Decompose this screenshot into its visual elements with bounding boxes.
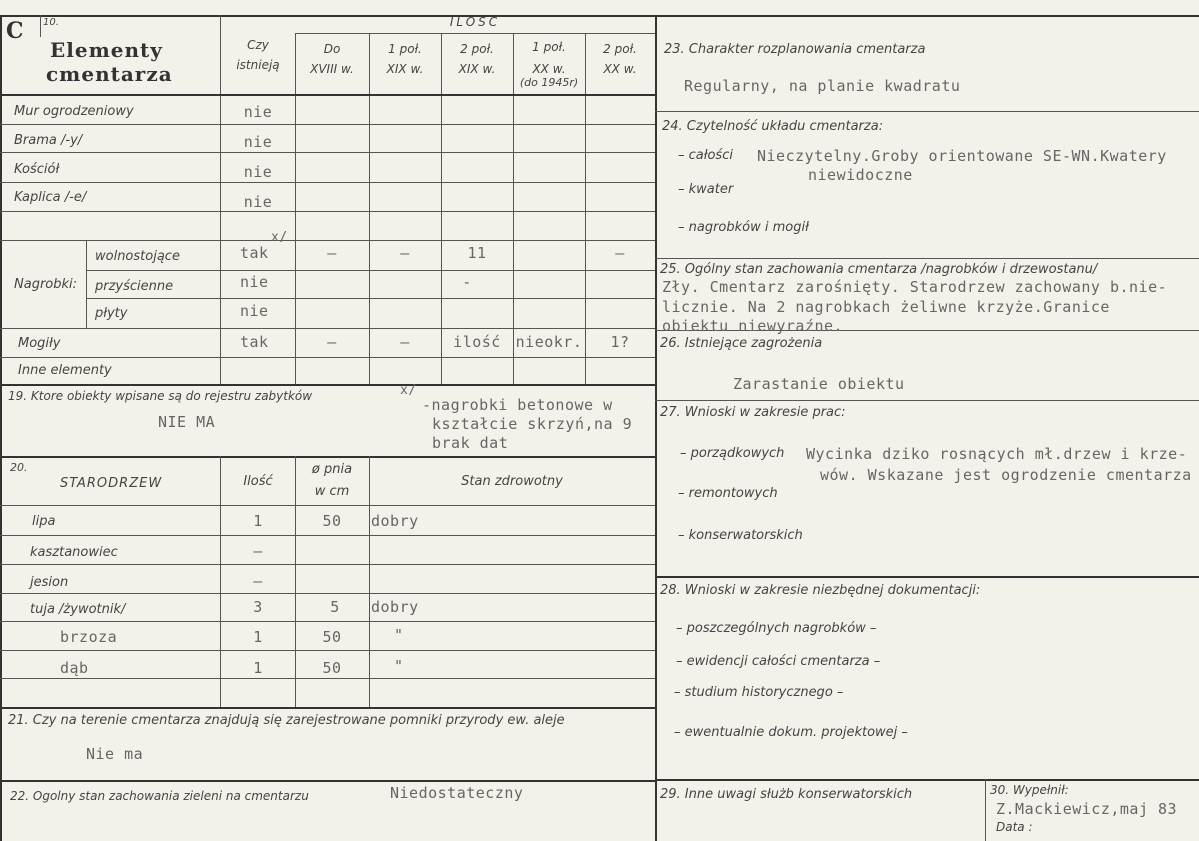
grid-line bbox=[0, 650, 655, 651]
section-letter: C bbox=[6, 18, 24, 44]
grid-line bbox=[369, 456, 370, 707]
field-24-nagrobkow: – nagrobków i mogił bbox=[678, 220, 809, 235]
grid-line bbox=[0, 211, 655, 212]
grid-line bbox=[655, 400, 1199, 401]
field-27-porzadkowych-value-1: Wycinka dziko rosnących mł.drzew i krze- bbox=[806, 445, 1188, 463]
field-23-label: 23. Charakter rozplanowania cmentarza bbox=[664, 42, 926, 57]
field-27-konserwatorskich: – konserwatorskich bbox=[678, 528, 803, 543]
field-19-note-3: brak dat bbox=[432, 434, 509, 452]
row-nagrobki-label: Nagrobki: bbox=[14, 277, 78, 292]
footnote-mark: x/ bbox=[271, 230, 288, 245]
trees-col-pnia: ø pnia bbox=[311, 462, 353, 477]
row-przyscienne-value: nie bbox=[240, 273, 269, 291]
column-divider bbox=[655, 15, 657, 841]
row-plyty-value: nie bbox=[240, 302, 269, 320]
col-2pol-xx: 2 poł. bbox=[603, 42, 637, 56]
field-25-label: 25. Ogólny stan zachowania cmentarza /nagrobków i drzewostanu/ bbox=[660, 262, 1098, 277]
field-22-label: 22. Ogolny stan zachowania zieleni na cmentarzu bbox=[10, 789, 309, 803]
field-number: 10. bbox=[43, 17, 59, 28]
row-brama-value: nie bbox=[243, 133, 273, 151]
title-line-1: Elementy bbox=[50, 38, 163, 62]
tree-state: " bbox=[394, 657, 404, 675]
field-26-value: Zarastanie obiektu bbox=[733, 375, 905, 393]
row-przyscienne-label: przyścienne bbox=[95, 279, 174, 294]
grid-line bbox=[985, 779, 986, 841]
row-mur-label: Mur ogrodzeniowy bbox=[14, 104, 134, 119]
grid-line bbox=[0, 124, 655, 125]
grid-line bbox=[86, 298, 655, 299]
grid-line bbox=[0, 240, 655, 241]
tree-qty: – bbox=[253, 542, 263, 560]
field-19-label: 19. Ktore obiekty wpisane są do rejestru zabytków bbox=[8, 389, 313, 403]
trees-col-ilosc: Ilość bbox=[243, 474, 273, 489]
row-wolnostojace-label: wolnostojące bbox=[95, 249, 180, 264]
field-24-calosci-value-1: Nieczytelny.Groby orientowane SE-WN.Kwatery bbox=[757, 147, 1167, 165]
tree-qty: 1 bbox=[253, 512, 263, 530]
grid-line bbox=[0, 564, 655, 565]
row-wolnostojace-value: tak bbox=[240, 244, 269, 262]
col-1pol-xix: 1 poł. bbox=[388, 42, 422, 56]
row-wolnostojace-c3: 11 bbox=[467, 244, 487, 262]
tree-name: dąb bbox=[60, 659, 89, 677]
title-line-2: cmentarza bbox=[46, 62, 173, 86]
row-mogily-c5: 1? bbox=[610, 333, 630, 351]
grid-line bbox=[0, 678, 655, 679]
field-28-item-2: – ewidencji całości cmentarza – bbox=[676, 654, 881, 669]
grid-line bbox=[655, 576, 1199, 578]
grid-line bbox=[86, 270, 655, 271]
border-left bbox=[0, 15, 2, 841]
field-20-number: 20. bbox=[10, 461, 28, 474]
field-19-note-1: -nagrobki betonowe w bbox=[422, 396, 613, 414]
grid-line bbox=[0, 535, 655, 536]
field-21-value: Nie ma bbox=[86, 745, 144, 763]
tree-state: dobry bbox=[371, 598, 419, 616]
row-mogily-c1: – bbox=[327, 333, 337, 351]
field-24-calosci: – całości bbox=[678, 148, 733, 163]
field-25-value-3: obiektu niewyraźne. bbox=[662, 317, 844, 335]
tree-diameter: 50 bbox=[322, 512, 342, 530]
field-19-note-2: kształcie skrzyń,na 9 bbox=[432, 415, 633, 433]
trees-col-wcm: w cm bbox=[314, 484, 350, 499]
field-27-remontowych: – remontowych bbox=[678, 486, 778, 501]
field-30-date: Data : bbox=[996, 820, 1033, 834]
row-mogily-c4: nieokr. bbox=[515, 333, 583, 351]
tree-name: tuja /żywotnik/ bbox=[30, 602, 126, 617]
trees-header: STARODRZEW bbox=[60, 476, 163, 491]
row-brama-label: Brama /-y/ bbox=[14, 133, 83, 148]
col-1pol-xx: 1 poł. bbox=[532, 40, 566, 54]
grid-line bbox=[0, 152, 655, 153]
row-mogily-value: tak bbox=[240, 333, 269, 351]
grid-line bbox=[0, 94, 655, 96]
grid-line bbox=[0, 593, 655, 594]
grid-line bbox=[0, 182, 655, 183]
field-28-item-4: – ewentualnie dokum. projektowej – bbox=[674, 725, 908, 740]
col-xx-b: XX w. bbox=[603, 62, 637, 76]
row-kosciol-value: nie bbox=[243, 163, 273, 181]
grid-line bbox=[0, 384, 655, 386]
row-mogily-label: Mogiły bbox=[18, 336, 61, 351]
tree-name: jesion bbox=[30, 575, 69, 590]
field-29-label: 29. Inne uwagi służb konserwatorskich bbox=[660, 787, 913, 802]
grid-line bbox=[86, 240, 87, 328]
grid-line bbox=[0, 456, 655, 458]
row-mur-value: nie bbox=[243, 103, 273, 121]
col-do-1945: (do 1945r) bbox=[519, 76, 579, 89]
field-24-calosci-value-2: niewidoczne bbox=[808, 166, 913, 184]
tree-qty: – bbox=[253, 572, 263, 590]
tree-name: kasztanowiec bbox=[30, 545, 118, 560]
col-do: Do bbox=[323, 42, 341, 56]
row-kosciol-label: Kościół bbox=[14, 162, 60, 177]
tree-diameter: 50 bbox=[322, 628, 342, 646]
col-istnieja: istnieją bbox=[236, 58, 280, 72]
field-30-value: Z.Mackiewicz,maj 83 bbox=[996, 800, 1178, 818]
row-inne-label: Inne elementy bbox=[18, 363, 112, 378]
col-xx-a: XX w. bbox=[532, 62, 566, 76]
tree-qty: 1 bbox=[253, 628, 263, 646]
row-wolnostojace-c5: – bbox=[615, 244, 625, 262]
field-27-porzadkowych-value-2: wów. Wskazane jest ogrodzenie cmentarza bbox=[820, 466, 1192, 484]
row-mogily-c2: – bbox=[400, 333, 410, 351]
grid-line bbox=[40, 15, 41, 37]
field-26-label: 26. Istniejące zagrożenia bbox=[660, 336, 823, 351]
field-28-label: 28. Wnioski w zakresie niezbędnej dokumentacji: bbox=[660, 583, 981, 598]
tree-diameter: 50 bbox=[322, 659, 342, 677]
field-25-value-1: Zły. Cmentarz zarośnięty. Starodrzew zachowany b.nie- bbox=[662, 278, 1168, 296]
row-kaplica-label: Kaplica /-e/ bbox=[14, 190, 87, 205]
grid-line bbox=[0, 780, 655, 782]
field-21-label: 21. Czy na terenie cmentarza znajdują się zarejestrowane pomniki przyrody ew. aleje bbox=[8, 713, 565, 728]
tree-qty: 1 bbox=[253, 659, 263, 677]
grid-line bbox=[0, 621, 655, 622]
tree-state: dobry bbox=[371, 512, 419, 530]
col-2pol-xix: 2 poł. bbox=[460, 42, 494, 56]
field-19-mark: x/ bbox=[400, 383, 417, 398]
grid-line bbox=[0, 505, 655, 506]
field-24-kwater: – kwater bbox=[678, 182, 734, 197]
field-23-value: Regularny, na planie kwadratu bbox=[684, 77, 961, 95]
grid-line bbox=[0, 707, 655, 709]
col-xix-b: XIX w. bbox=[458, 62, 496, 76]
row-plyty-label: płyty bbox=[95, 306, 128, 321]
row-przyscienne-c3: - bbox=[462, 273, 472, 291]
tree-qty: 3 bbox=[253, 598, 263, 616]
grid-line bbox=[655, 258, 1199, 259]
grid-line bbox=[655, 111, 1199, 112]
field-22-value: Niedostateczny bbox=[390, 784, 524, 802]
field-27-label: 27. Wnioski w zakresie prac: bbox=[660, 405, 846, 420]
grid-line bbox=[0, 357, 655, 358]
tree-diameter: 5 bbox=[330, 598, 340, 616]
trees-col-stan: Stan zdrowotny bbox=[461, 474, 563, 489]
field-27-porzadkowych: – porządkowych bbox=[680, 446, 785, 461]
grid-line bbox=[0, 328, 655, 329]
col-xviii: XVIII w. bbox=[310, 62, 354, 76]
field-28-item-1: – poszczególnych nagrobków – bbox=[676, 621, 877, 636]
field-24-label: 24. Czytelność układu cmentarza: bbox=[662, 119, 884, 134]
field-19-value: NIE MA bbox=[158, 413, 216, 431]
col-czy: Czy bbox=[247, 38, 269, 52]
field-28-item-3: – studium historycznego – bbox=[674, 685, 844, 700]
tree-state: " bbox=[394, 626, 404, 644]
grid-line bbox=[295, 33, 655, 34]
field-25-value-2: licznie. Na 2 nagrobkach żeliwne krzyże.Granice bbox=[662, 298, 1110, 316]
tree-name: brzoza bbox=[60, 628, 118, 646]
row-mogily-c3: ilość bbox=[453, 333, 501, 351]
col-ilosc: ILOSC bbox=[449, 15, 501, 29]
row-wolnostojace-c1: – bbox=[327, 244, 337, 262]
grid-line bbox=[655, 779, 1199, 781]
field-30-label: 30. Wypełnił: bbox=[990, 783, 1069, 797]
row-wolnostojace-c2: – bbox=[400, 244, 410, 262]
tree-name: lipa bbox=[32, 514, 56, 529]
row-kaplica-value: nie bbox=[243, 193, 273, 211]
col-xix-a: XIX w. bbox=[386, 62, 424, 76]
